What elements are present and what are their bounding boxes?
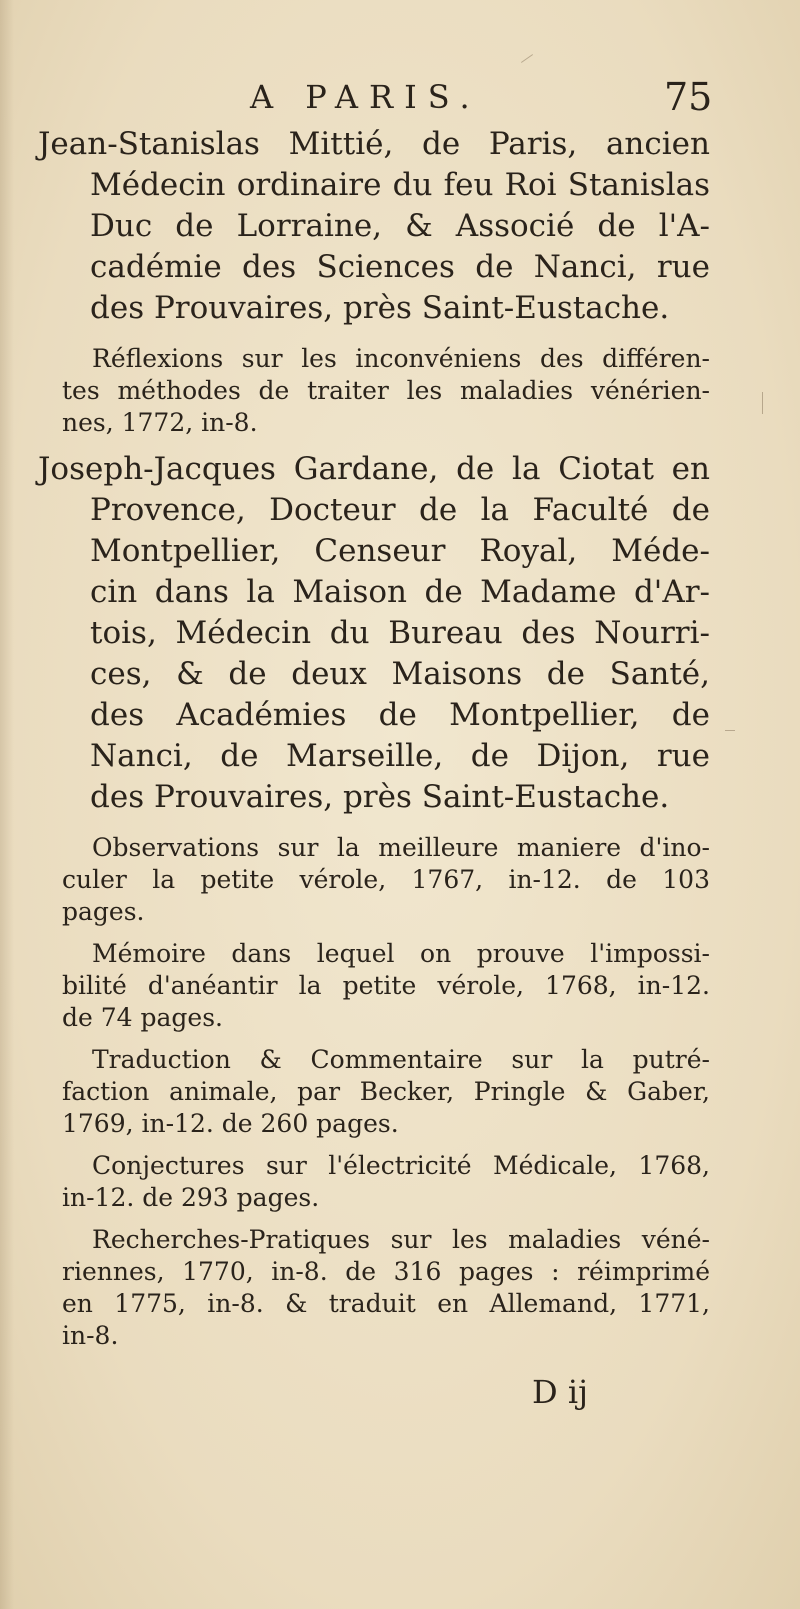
work-line: 1769, in-12. de 260 pages. — [62, 1109, 399, 1138]
work-line: pages. — [62, 897, 145, 926]
work-item — [0, 938, 800, 1034]
entry-heading-mittie — [0, 124, 800, 329]
running-head: A PARIS. — [250, 78, 481, 116]
work-item — [0, 1044, 800, 1140]
work-line: bilité d'anéantir la petite vérole, 1768, in-12. — [62, 971, 710, 1000]
heading-line: Joseph-Jacques Gardane, de la Ciotat en — [38, 451, 710, 487]
work-line: Mémoire dans lequel on prouve l'impossi- — [92, 939, 710, 968]
heading-line: Médecin ordinaire du feu Roi Stanislas — [90, 167, 710, 203]
work-line: in-12. de 293 pages. — [62, 1183, 320, 1212]
work-item — [0, 1150, 800, 1214]
work-line: nes, 1772, in-8. — [62, 408, 258, 437]
print-mark — [762, 392, 763, 414]
heading-line: des Académies de Montpellier, de — [90, 697, 710, 733]
work-line: in-8. — [62, 1321, 119, 1350]
work-line: culer la petite vérole, 1767, in-12. de 103 — [62, 865, 710, 894]
work-line: en 1775, in-8. & traduit en Allemand, 1771, — [62, 1289, 710, 1318]
work-item — [0, 343, 800, 439]
heading-line: Provence, Docteur de la Faculté de — [90, 492, 710, 528]
work-line: faction animale, par Becker, Pringle & Gaber, — [62, 1077, 710, 1106]
work-item — [0, 1224, 800, 1352]
work-item — [0, 832, 800, 928]
work-line: Recherches-Pratiques sur les maladies véné- — [92, 1225, 710, 1254]
heading-line: cadémie des Sciences de Nanci, rue — [90, 249, 710, 285]
print-mark — [725, 730, 735, 731]
heading-line: cin dans la Maison de Madame d'Ar- — [90, 574, 710, 610]
print-mark — [521, 54, 533, 63]
heading-line: Jean-Stanislas Mittié, de Paris, ancien — [38, 126, 710, 162]
heading-line: ces, & de deux Maisons de Santé, — [90, 656, 710, 692]
page-number: 75 — [664, 75, 713, 119]
work-line: de 74 pages. — [62, 1003, 223, 1032]
heading-line: Duc de Lorraine, & Associé de l'A- — [90, 208, 710, 244]
work-line: Traduction & Commentaire sur la putré- — [92, 1045, 710, 1074]
page-header — [0, 72, 800, 122]
work-line: tes méthodes de traiter les maladies vénérien- — [62, 376, 710, 405]
work-line: Observations sur la meilleure maniere d'ino- — [92, 833, 710, 862]
signature-mark: D ij — [532, 1373, 588, 1411]
heading-line: Montpellier, Censeur Royal, Méde- — [90, 533, 710, 569]
entry-heading-gardane — [0, 449, 800, 818]
heading-line: des Prouvaires, près Saint-Eustache. — [90, 290, 670, 326]
work-line: Réflexions sur les inconvéniens des différen- — [92, 344, 710, 373]
heading-line: des Prouvaires, près Saint-Eustache. — [90, 779, 670, 815]
heading-line: tois, Médecin du Bureau des Nourri- — [90, 615, 710, 651]
work-line: Conjectures sur l'électricité Médicale, 1768, — [92, 1151, 710, 1180]
page-body — [0, 124, 800, 1362]
work-line: riennes, 1770, in-8. de 316 pages : réimprimé — [62, 1257, 710, 1286]
heading-line: Nanci, de Marseille, de Dijon, rue — [90, 738, 710, 774]
